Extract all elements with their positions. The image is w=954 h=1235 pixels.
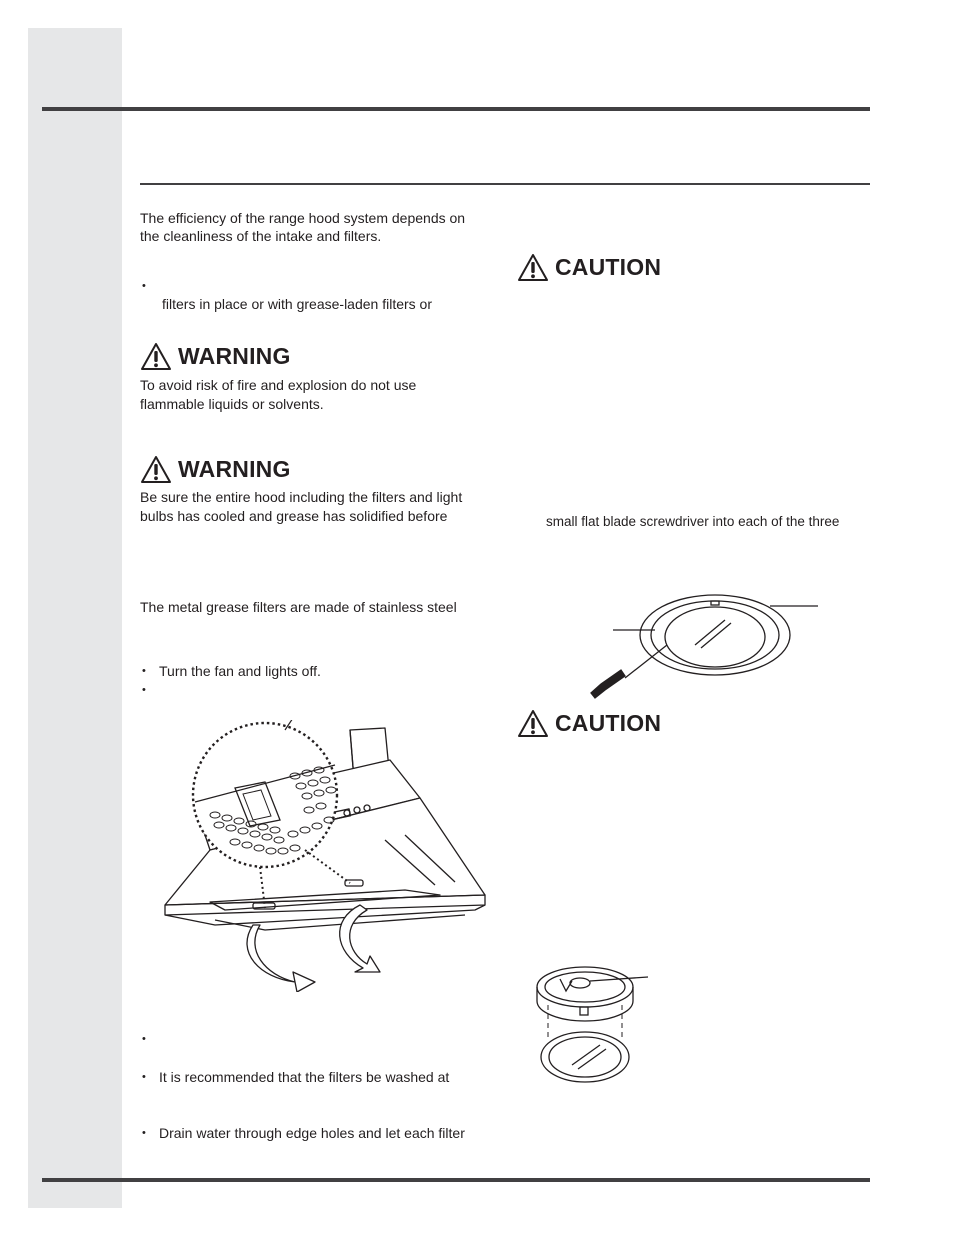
warning-2-line-1: Be sure the entire hood including the filters and light — [140, 489, 463, 505]
drain-instruction: Drain water through edge holes and let each filter — [159, 1125, 465, 1141]
warning-1-label: WARNING — [178, 343, 291, 369]
warning-2-line-2: bulbs has cooled and grease has solidified before — [140, 508, 448, 524]
warning-1-line-1: To avoid risk of fire and explosion do not use — [140, 377, 417, 393]
screwdriver-instruction: small flat blade screwdriver into each of the three — [546, 514, 840, 529]
side-band — [28, 28, 122, 1208]
light-cover-illustration — [575, 590, 825, 705]
footer-rule — [42, 1178, 870, 1182]
warning-2 — [140, 455, 291, 484]
warning-triangle-icon — [517, 709, 549, 738]
range-hood-illustration — [155, 720, 495, 992]
bullet-dot: • — [142, 280, 146, 292]
warning-triangle-icon — [140, 342, 172, 371]
caution-1 — [517, 253, 661, 282]
bullet-filters-line: filters in place or with grease-laden filters or — [162, 296, 433, 312]
wash-recommendation: It is recommended that the filters be washed at — [159, 1069, 450, 1085]
warning-1-line-2: flammable liquids or solvents. — [140, 396, 324, 412]
bullet-dot: • — [142, 684, 146, 696]
caution-2 — [517, 709, 661, 738]
step-turn-off: Turn the fan and lights off. — [159, 663, 321, 679]
intro-line-2: the cleanliness of the intake and filters. — [140, 228, 382, 244]
caution-1-label: CAUTION — [555, 254, 662, 280]
warning-triangle-icon — [140, 455, 172, 484]
bullet-dot: • — [142, 1071, 146, 1083]
warning-triangle-icon — [517, 253, 549, 282]
filters-material: The metal grease filters are made of stainless steel — [140, 599, 457, 615]
header-rule — [42, 107, 870, 111]
caution-2-label: CAUTION — [555, 710, 662, 736]
warning-2-label: WARNING — [178, 456, 291, 482]
bulb-lens-illustration — [530, 965, 660, 1090]
warning-1 — [140, 342, 291, 371]
intro-line-1: The efficiency of the range hood system depends on — [140, 210, 466, 226]
bullet-dot: • — [142, 665, 146, 677]
section-rule — [140, 183, 870, 185]
bullet-dot: • — [142, 1127, 146, 1139]
bullet-dot: • — [142, 1033, 146, 1045]
